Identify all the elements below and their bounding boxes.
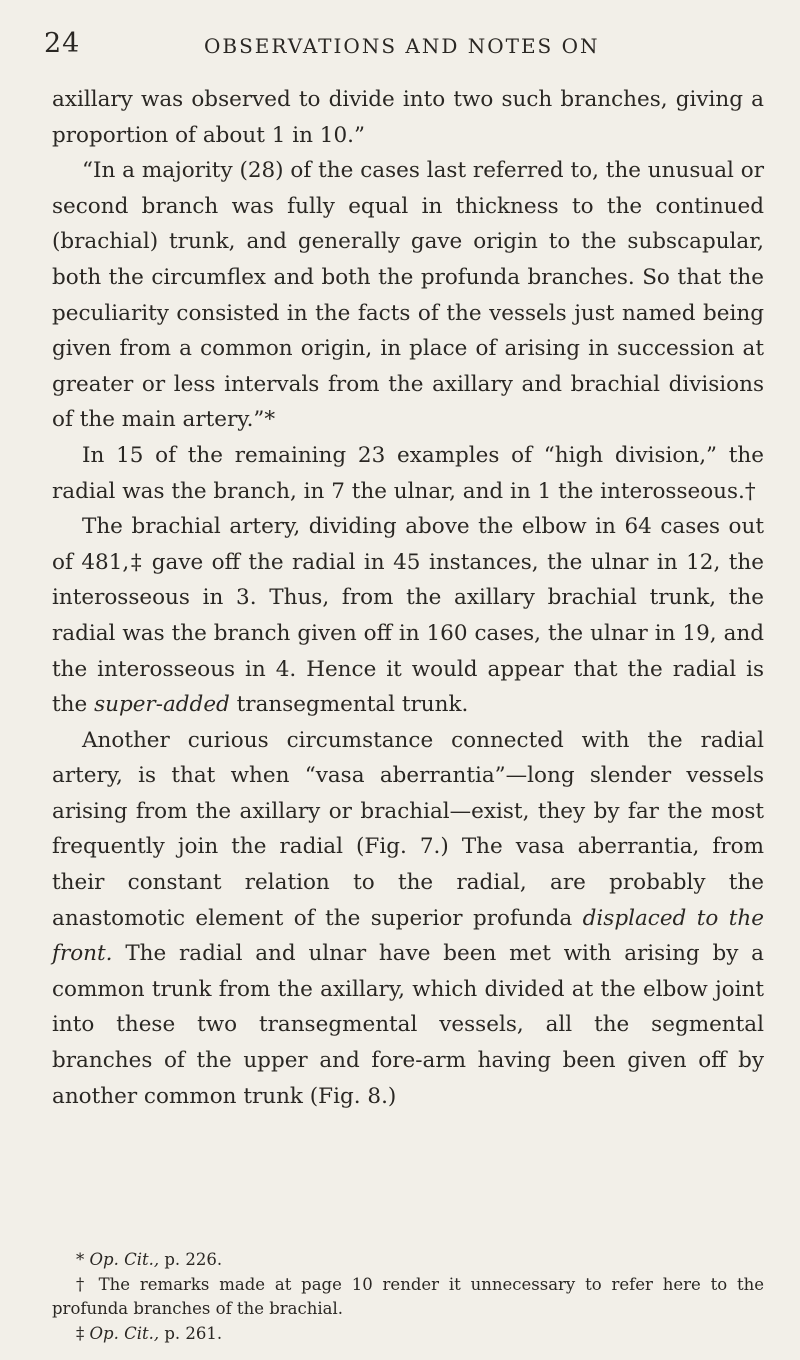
paragraph-2: “In a majority (28) of the cases last referred to, the unusual or second branch was fully equal in thickness to the continued (brachial) trunk, and generally gave origin to the subscapular, both the circumflex and both the profunda branches. So that the peculiarity consisted in the facts of the vessels just named being given from a common origin, in place of arising in succession at greater or less intervals from the axillary and brachial divisions of the main artery.”* (52, 158, 764, 433)
paragraph-5-emphasis: displaced to the front. (52, 905, 764, 967)
footnote-3 (52, 1322, 764, 1347)
paragraph-5-end: The radial and ulnar have been met with arising by a common trunk from the axillary, which divided at the elbow joint into these two transegmental vessels, all the segmental branches of the upper and fore-arm having been given off by another common trunk (Fig. 8.) (52, 941, 764, 1109)
footnote-3-citation: Op. Cit., (89, 1323, 160, 1343)
paragraph-4-text: The brachial artery, dividing above the elbow in 64 cases out of 481,‡ gave off the radial in 45 instances, the ulnar in 12, the interosseous in 3. Thus, from the axillary brachial trunk, the radial was the branch given off in 160 cases, the ulnar in 19, and the interosseous in 4. Hence it would appear that the radial is the (52, 514, 764, 718)
page-header (44, 28, 760, 68)
page-number: 24 (44, 28, 81, 59)
paragraph-4-end: transegmental trunk. (236, 692, 469, 718)
footnote-2: † The remarks made at page 10 render it unnecessary to refer here to the profunda branches of the brachial. (52, 1274, 764, 1318)
footnote-1-mark: * (76, 1250, 90, 1269)
paragraph-4 (52, 509, 764, 723)
footnote-3-page: p. 261. (159, 1323, 223, 1343)
paragraph-5 (52, 723, 764, 1115)
running-head: OBSERVATIONS AND NOTES ON (204, 34, 600, 58)
footnote-1-citation: Op. Cit., (89, 1250, 160, 1269)
footnote-1-page: p. 226. (159, 1250, 223, 1269)
footnote-3-mark: ‡ (76, 1323, 90, 1343)
paragraph-3: In 15 of the remaining 23 examples of “high division,” the radial was the branch, in 7 the ulnar, and in 1 the interosseous.† (52, 442, 764, 504)
paragraph-5-text: Another curious circumstance connected with the radial artery, is that when “vasa aberrantia”—long slender vessels arising from the axillary or brachial—exist, they by far the most frequently join the radial (Fig. 7.) The vasa aberrantia, from their constant relation to the radial, are probably the anastomotic element of the superior profunda (52, 727, 764, 931)
footnote-1 (52, 1248, 764, 1273)
paragraph-4-emphasis: super-added (94, 692, 230, 718)
body-text (52, 82, 764, 1114)
footnotes (52, 1248, 764, 1346)
paragraph-1: axillary was observed to divide into two such branches, giving a proportion of about 1 in 10.” (52, 87, 764, 148)
